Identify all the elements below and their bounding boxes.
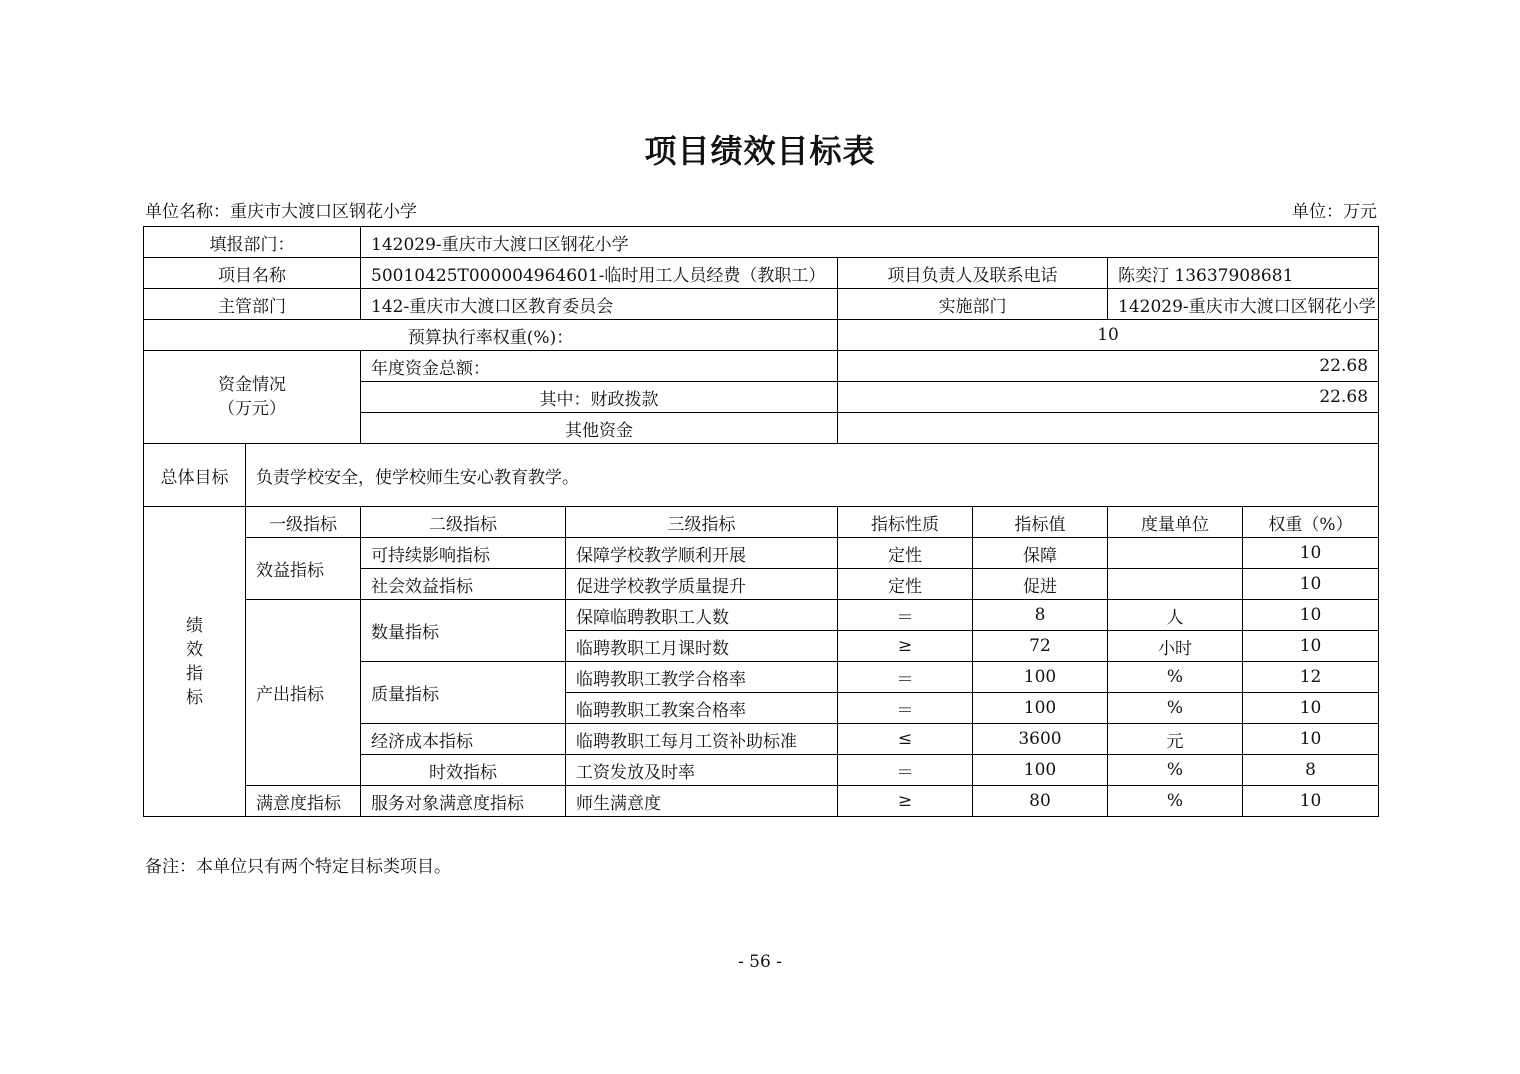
funds-label-line2: （万元） [218,399,286,419]
level1-output: 产出指标 [246,600,361,786]
project-name-row [144,258,1379,289]
level3-cell: 保障临聘教职工人数 [566,600,838,631]
funds-fiscal-value: 22.68 [838,382,1379,413]
value-cell: 促进 [973,569,1108,600]
fill-dept-value: 142029-重庆市大渡口区钢花小学 [361,227,1379,258]
header-weight: 权重（%） [1243,507,1379,538]
indicator-header-row [144,507,1379,538]
page-number: - 56 - [738,952,782,972]
weight-cell: 10 [1243,724,1379,755]
value-cell: 100 [973,662,1108,693]
nature-cell: ≥ [838,631,973,662]
unit-cell [1108,569,1243,600]
funds-other-value [838,413,1379,444]
table-row [144,600,1379,631]
level2-cell: 服务对象满意度指标 [361,786,566,817]
weight-cell: 10 [1243,569,1379,600]
weight-cell: 8 [1243,755,1379,786]
nature-cell: ＝ [838,693,973,724]
budget-weight-label: 预算执行率权重(%)： [144,320,838,351]
contact-value: 陈奕汀 13637908681 [1108,258,1379,289]
weight-cell: 10 [1243,693,1379,724]
level3-cell: 临聘教职工月课时数 [566,631,838,662]
footnote: 备注：本单位只有两个特定目标类项目。 [145,857,451,877]
performance-table [143,226,1379,817]
funds-label [144,351,361,444]
weight-cell: 12 [1243,662,1379,693]
impl-dept-value: 142029-重庆市大渡口区钢花小学 [1108,289,1379,320]
level2-cell: 社会效益指标 [361,569,566,600]
unit-cell: % [1108,755,1243,786]
level2-cell: 数量指标 [361,600,566,662]
level2-cell: 可持续影响指标 [361,538,566,569]
value-cell: 100 [973,755,1108,786]
header-nature: 指标性质 [838,507,973,538]
supervisor-row [144,289,1379,320]
level3-cell: 临聘教职工教案合格率 [566,693,838,724]
unit-cell: 人 [1108,600,1243,631]
goal-text: 负责学校安全，使学校师生安心教育教学。 [246,444,1379,507]
contact-label: 项目负责人及联系电话 [838,258,1108,289]
indicator-section-label: 绩 效 指 标 [144,507,246,817]
level2-cell: 时效指标 [361,755,566,786]
level3-cell: 工资发放及时率 [566,755,838,786]
unit-cell: 小时 [1108,631,1243,662]
level3-cell: 促进学校教学质量提升 [566,569,838,600]
funds-total-row [144,351,1379,382]
fill-dept-row [144,227,1379,258]
supervisor-value: 142-重庆市大渡口区教育委员会 [361,289,838,320]
level3-cell: 保障学校教学顺利开展 [566,538,838,569]
funds-total-value: 22.68 [838,351,1379,382]
funds-total-label: 年度资金总额： [361,351,838,382]
funds-fiscal-label: 其中：财政拨款 [361,382,838,413]
nature-cell: 定性 [838,569,973,600]
level2-cell: 质量指标 [361,662,566,724]
table-row [144,786,1379,817]
level3-cell: 临聘教职工每月工资补助标准 [566,724,838,755]
unit-cell: % [1108,786,1243,817]
weight-cell: 10 [1243,538,1379,569]
funds-label-line1: 资金情况 [218,375,286,395]
header-level1: 一级指标 [246,507,361,538]
supervisor-label: 主管部门 [144,289,361,320]
nature-cell: ≥ [838,786,973,817]
nature-cell: ＝ [838,755,973,786]
weight-cell: 10 [1243,631,1379,662]
fill-dept-label: 填报部门： [144,227,361,258]
header-level3: 三级指标 [566,507,838,538]
level3-cell: 师生满意度 [566,786,838,817]
weight-cell: 10 [1243,600,1379,631]
header-unit: 度量单位 [1108,507,1243,538]
value-cell: 100 [973,693,1108,724]
budget-weight-value: 10 [838,320,1379,351]
value-cell: 8 [973,600,1108,631]
value-cell: 保障 [973,538,1108,569]
nature-cell: ＝ [838,600,973,631]
weight-cell: 10 [1243,786,1379,817]
unit-cell: 元 [1108,724,1243,755]
header-level2: 二级指标 [361,507,566,538]
level1-benefit: 效益指标 [246,538,361,600]
project-name-value: 50010425T000004964601-临时用工人员经费（教职工） [361,258,838,289]
funds-other-label: 其他资金 [361,413,838,444]
level2-cell: 经济成本指标 [361,724,566,755]
unit-cell: % [1108,693,1243,724]
level1-satisfaction: 满意度指标 [246,786,361,817]
level3-cell: 临聘教职工教学合格率 [566,662,838,693]
impl-dept-label: 实施部门 [838,289,1108,320]
value-cell: 80 [973,786,1108,817]
unit-cell: % [1108,662,1243,693]
value-cell: 3600 [973,724,1108,755]
currency-unit: 单位：万元 [1292,202,1377,222]
header-value: 指标值 [973,507,1108,538]
unit-cell [1108,538,1243,569]
goal-row [144,444,1379,507]
nature-cell: ＝ [838,662,973,693]
project-name-label: 项目名称 [144,258,361,289]
nature-cell: ≤ [838,724,973,755]
budget-weight-row [144,320,1379,351]
nature-cell: 定性 [838,538,973,569]
goal-label: 总体目标 [144,444,246,507]
value-cell: 72 [973,631,1108,662]
table-row [144,538,1379,569]
unit-name: 单位名称：重庆市大渡口区钢花小学 [145,202,417,222]
page-title: 项目绩效目标表 [644,132,876,170]
